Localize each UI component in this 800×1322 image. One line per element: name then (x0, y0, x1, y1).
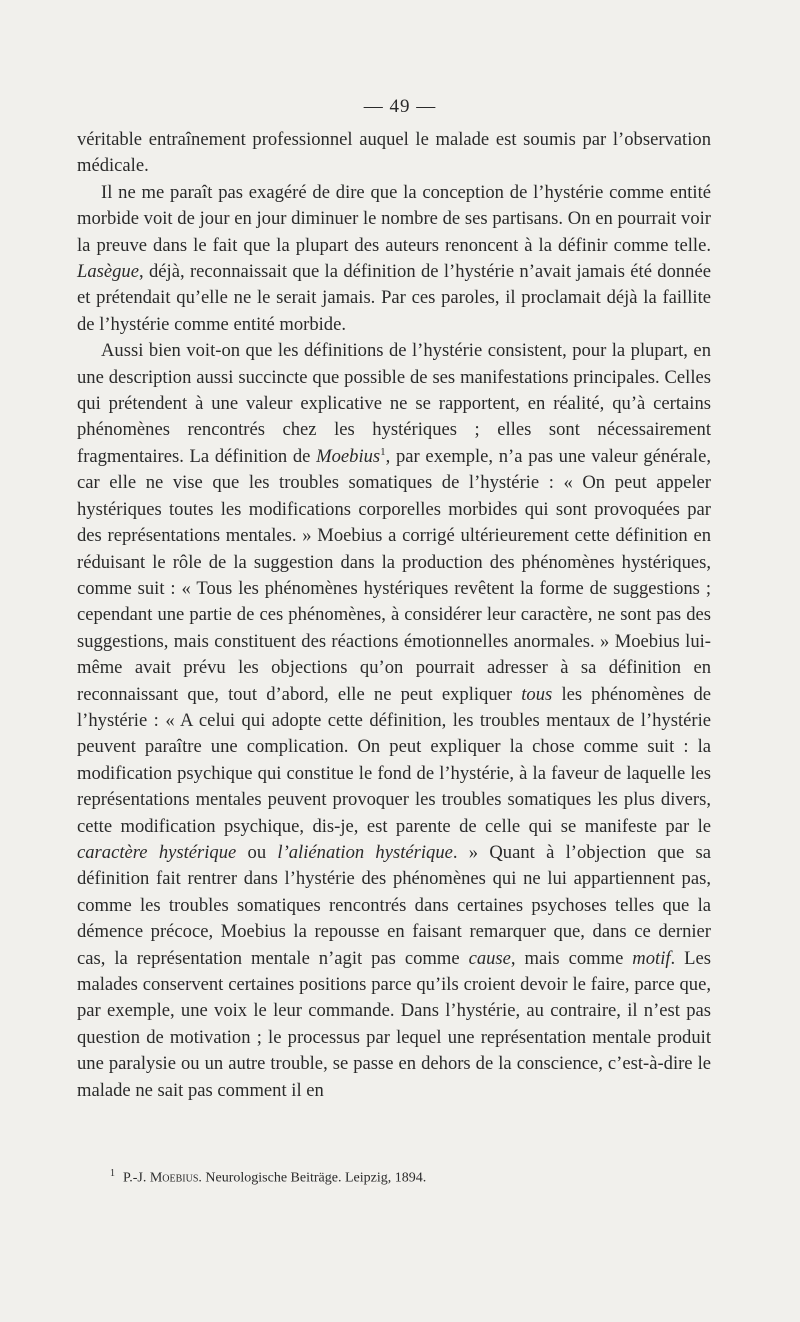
text-segment: véritable entraînement professionnel auquel le malade est soumis par l’observation médicale. (77, 129, 711, 177)
text-segment: Aussi bien voit-on que les définitions de l’hystérie consistent, pour la plupart, en une description aussi succincte que possible de ses manifestations principales. Celles qui prétendent à une valeur explicative ne se rapportent, en réalité, qu’à certains phénomènes rencontrés chez les hystériques ; elles sont nécessairement fragmentaires. La définition de (77, 340, 711, 467)
italic-text: cause (468, 947, 511, 969)
paragraph (77, 127, 711, 180)
footnote-text: Neurologische Beiträge. Leipzig, 1894. (201, 1170, 427, 1186)
text-segment: les phénomènes de l’hystérie : « A celui qui adopte cette définition, les troubles mentaux de l’hystérie peuvent paraître une complication. On peut expliquer la chose comme suit : la modification psychique qui constitue le fond de l’hystérie, à la faveur de laquelle les représentations mentales peuvent provoquer les troubles somatiques les plus divers, cette modification psychique, dis-je, est parente de celle qui se manifeste par le (77, 683, 711, 837)
text-segment: , par exemple, n’a pas une valeur générale, car elle ne vise que les troubles somatiques de l’hystérie : « On peut appeler hystériques toutes les modifications corporelles morbides qui sont provoquées par des représentations mentales. » Moebius a corrigé ultérieurement cette définition en réduisant le rôle de la suggestion dans la production des phénomènes hystériques, comme suit : « Tous les phénomènes hystériques revêtent la forme de suggestions ; cependant une partie de ces phénomènes, à considérer leur caractère, ne sont pas des suggestions, mais constituent des réactions émotionnelles anormales. » Moebius lui-même avait prévu les objections qu’on pourrait adresser à sa définition en reconnaissant que, tout d’abord, elle ne peut expliquer (77, 445, 711, 705)
footnote-marker: 1 (110, 1168, 115, 1179)
footnote-author: P.-J. Moebius. (123, 1170, 202, 1186)
text-segment: . Les malades conservent certaines positions parce qu’ils croient devoir le faire, parce que, par exemple, une voix le leur commande. Dans l’hystérie, au contraire, il n’est pas question de motivation ; le processus par lequel une représentation mentale produit une paralysie ou un autre trouble, se passe en dehors de la conscience, c’est-à-dire le malade ne sait pas comment il en (77, 947, 711, 1101)
italic-text: caractère hystérique (77, 841, 237, 863)
italic-text: Lasègue (77, 261, 139, 283)
italic-text: motif (632, 947, 671, 969)
text-segment: . » Quant à l’objection que sa définition fait rentrer dans l’hystérie des phénomènes qui ne lui appartiennent pas, comme les troubles somatiques rencontrés dans certaines psychoses telles que la démence précoce, Moebius la repousse en faisant remarquer que, dans ce dernier cas, la représentation mentale n’agit pas comme (77, 841, 711, 969)
italic-text: Moebius (316, 445, 381, 467)
paragraph (77, 338, 711, 1104)
text-segment: , déjà, reconnaissait que la définition de l’hystérie n’avait jamais été donnée et prétendait qu’elle ne le serait jamais. Par ces paroles, il proclamait déjà la faillite de l’hystérie comme entité morbide. (77, 261, 711, 335)
footnote-reference: 1 (380, 445, 386, 458)
page-number: — 49 — (363, 96, 437, 117)
italic-text: l’aliénation hystérique (277, 841, 453, 863)
text-segment: , mais comme (510, 947, 633, 969)
footnote (110, 1165, 710, 1188)
italic-text: tous (521, 683, 553, 705)
text-segment: Il ne me paraît pas exagéré de dire que la conception de l’hystérie comme entité morbide voit de jour en jour diminuer le nombre de ses partisans. On en pourrait voir la preuve dans le fait que la plupart des auteurs renoncent à la définir comme telle. (77, 181, 711, 256)
body-text (77, 127, 711, 1104)
paragraph (77, 180, 711, 338)
text-segment: ou (236, 841, 278, 863)
